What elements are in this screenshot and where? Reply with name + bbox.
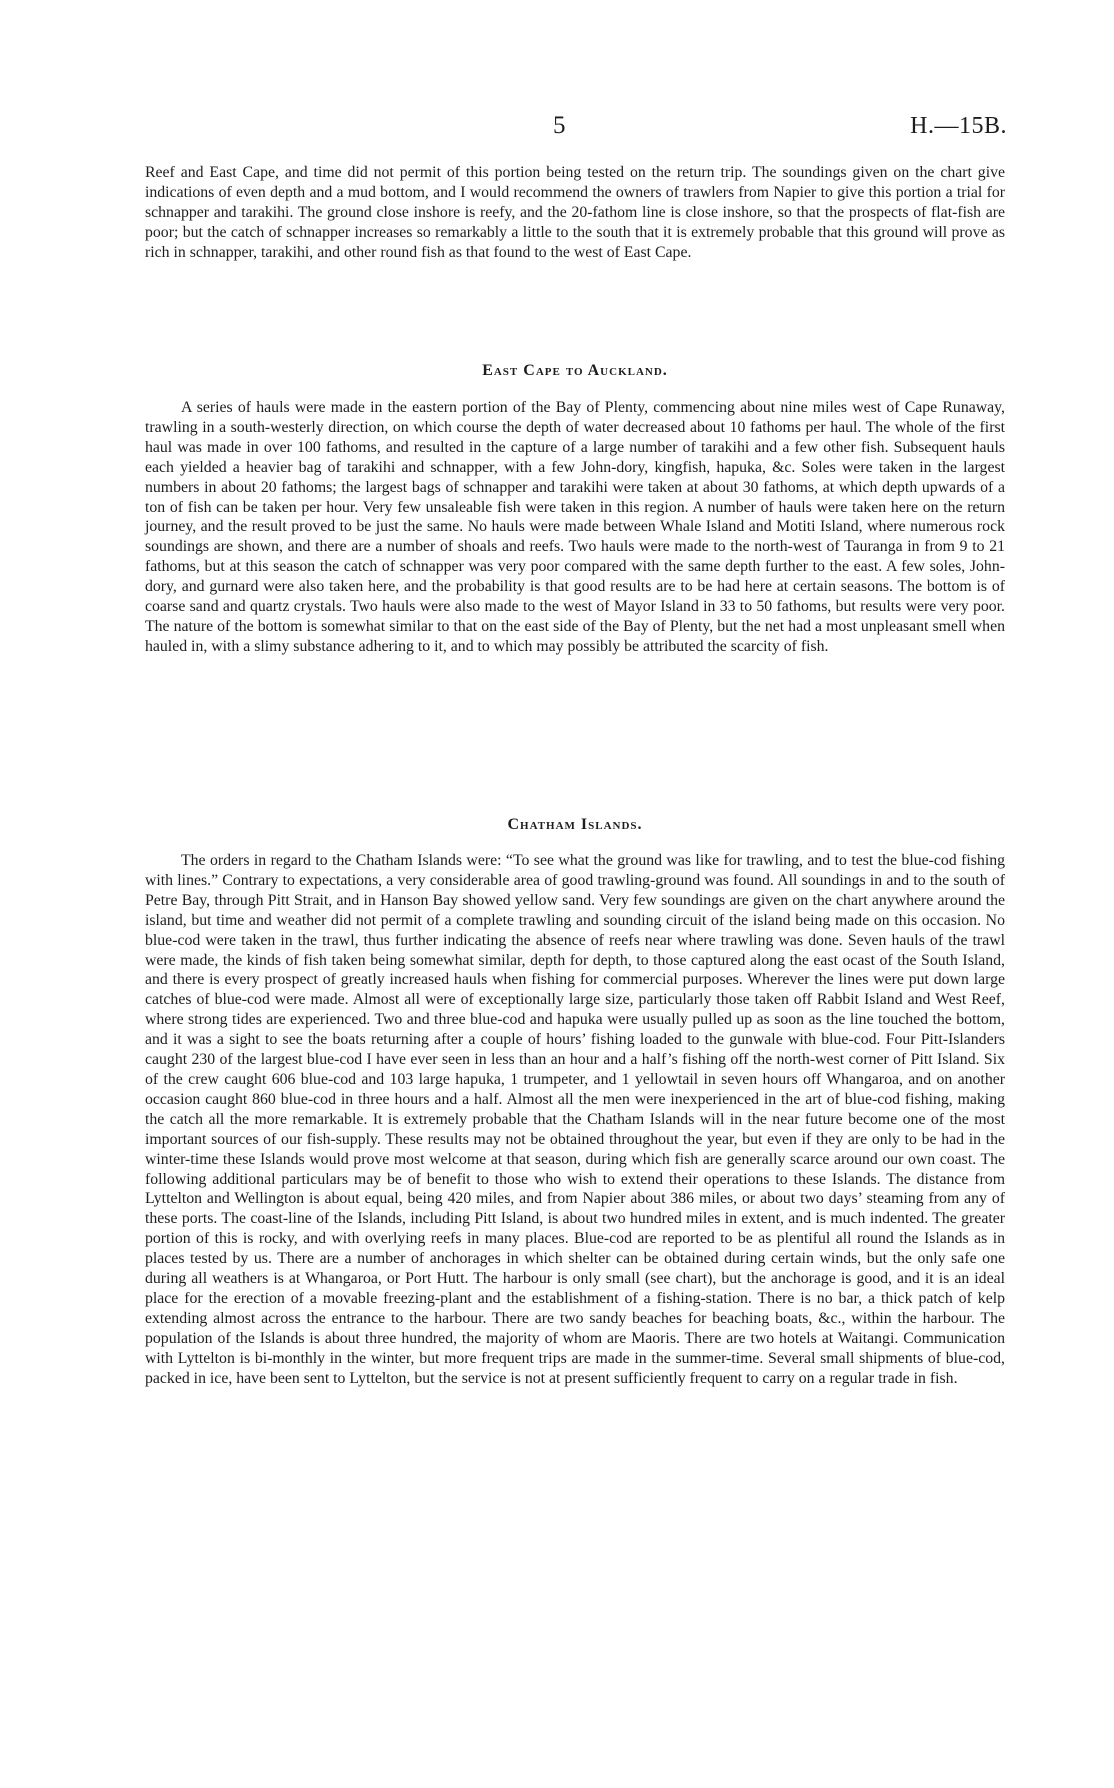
intro-paragraph: Reef and East Cape, and time did not permit of this portion being tested on the return trip. The soundings given on the chart give indications of even depth and a mud bottom, and I would recommend the owners of trawlers from Napier to give this portion a trial for schnapper and tarakihi. The ground close inshore is reefy, and the 20-fathom line is close inshore, so that the prospects of flat-fish are poor; but the catch of schnapper increases so remarkably a little to the south that it is extremely probable that this ground will prove as rich in schnapper, tarakihi, and other round fish as that found to the west of East Cape.	[145, 164, 1005, 261]
east-cape-paragraph: A series of hauls were made in the eastern portion of the Bay of Plenty, commencing about nine miles west of Cape Runaway, trawling in a south-westerly direction, on which course the depth of water decreased about 10 fathoms per haul. The whole of the first haul was made in over 100 fathoms, and resulted in the capture of a large number of tarakihi and a few other fish. Subsequent hauls each yielded a heavier bag of tarakihi and schnapper, with a few John-dory, kingfish, hapuka, &c. Soles were taken in the largest numbers in about 20 fathoms; the largest bags of schnapper and tarakihi were taken at about 30 fathoms, at which depth upwards of a ton of fish can be taken per hour. Very few unsaleable fish were taken in this region. A number of hauls were taken here on the return journey, and the result proved to be just the same. No hauls were made between Whale Island and Motiti Island, where numerous rock soundings are shown, and there are a number of shoals and reefs. Two hauls were made to the north-west of Tauranga in from 9 to 21 fathoms, but at this season the catch of schnapper was very poor compared with the same depth further to the east. A few soles, John-dory, and gurnard were also taken here, and the probability is that good results are to be had here at certain seasons. The bottom is of coarse sand and quartz crystals. Two hauls were also made to the west of Mayor Island in 33 to 50 fathoms, but results were very poor. The nature of the bottom is somewhat similar to that on the east side of the Bay of Plenty, but the net had a most unpleasant smell when hauled in, with a slimy substance adhering to it, and to which may possibly be attributed the scarcity of fish.	[145, 399, 1005, 655]
east-cape-section	[145, 358, 1005, 657]
page-header	[145, 111, 1007, 141]
document-reference: H.—15B.	[910, 113, 1007, 139]
chatham-heading: Chatham Islands.	[507, 816, 643, 833]
chatham-section	[145, 812, 1005, 1388]
page-number: 5	[553, 112, 566, 139]
east-cape-heading: East Cape to Auckland.	[482, 362, 668, 379]
chatham-paragraph: The orders in regard to the Chatham Islands were: “To see what the ground was like for trawling, and to test the blue-cod fishing with lines.” Contrary to expectations, a very considerable area of good trawling-ground was found. All soundings in and to the south of Petre Bay, through Pitt Strait, and in Hanson Bay showed yellow sand. Very few soundings are given on the chart anywhere around the island, but time and weather did not permit of a complete trawling and sounding circuit of the island being made on this occasion. No blue-cod were taken in the trawl, thus further indicating the absence of reefs near where trawling was done. Seven hauls of the trawl were made, the kinds of fish taken being somewhat similar, depth for depth, to those captured along the east ocast of the South Island, and there is every prospect of greatly increased hauls when fishing for commercial purposes. Wherever the lines were put down large catches of blue-cod were made. Almost all were of exceptionally large size, particularly those taken off Rabbit Island and West Reef, where strong tides are experienced. Two and three blue-cod and hapuka were usually pulled up as soon as the line touched the bottom, and it was a sight to see the boats returning after a couple of hours’ fishing loaded to the gunwale with blue-cod. Four Pitt-Islanders caught 230 of the largest blue-cod I have ever seen in less than an hour and a half’s fishing off the north-west corner of Pitt Island. Six of the crew caught 606 blue-cod and 103 large hapuka, 1 trumpeter, and 1 yellowtail in seven hours off Whangaroa, and on another occasion caught 860 blue-cod in three hours and a half. Almost all the men were inexperienced in the art of blue-cod fishing, making the catch all the more remarkable. It is extremely probable that the Chatham Islands will in the near future become one of the most important sources of our fish-supply. These results may not be obtained throughout the year, but even if they are only to be had in the winter-time these Islands would prove most welcome at that season, during which fish are generally scarce around our own coast. The following additional particulars may be of benefit to those who wish to extend their operations to these Islands. The distance from Lyttelton and Wellington is about equal, being 420 miles, and from Napier about 386 miles, or about two days’ steaming from any of these ports. The coast-line of the Islands, including Pitt Island, is about two hundred miles in extent, and is much indented. The greater portion of this is rocky, and with overlying reefs in many places. Blue-cod are reported to be as plentiful all round the Islands as in places tested by us. There are a number of anchorages in which shelter can be obtained during certain winds, but the only safe one during all weathers is at Whangaroa, or Port Hutt. The harbour is only small (see chart), but the anchorage is good, and it is an ideal place for the erection of a movable freezing-plant and the establishment of a fishing-station. There is no bar, a thick patch of kelp extending almost across the entrance to the harbour. There are two sandy beaches for beaching boats, &c., within the harbour. The population of the Islands is about three hundred, the majority of whom are Maoris. There are two hotels at Waitangi. Communication with Lyttelton is bi-monthly in the winter, but more frequent trips are made in the summer-time. Several small shipments of blue-cod, packed in ice, have been sent to Lyttelton, but the service is not at present sufficiently frequent to carry on a regular trade in fish.	[145, 852, 1005, 1387]
intro-section	[145, 163, 1005, 263]
